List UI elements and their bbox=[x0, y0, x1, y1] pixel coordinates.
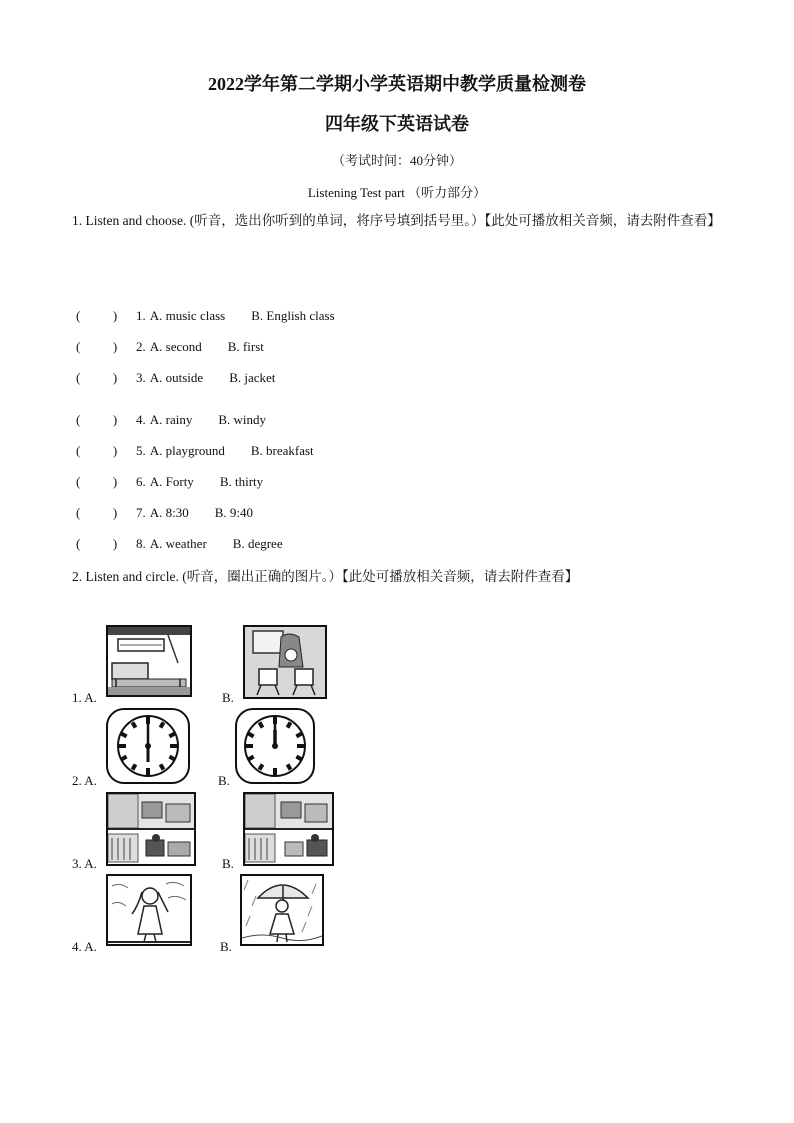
question-row bbox=[76, 337, 264, 357]
option-b: B. jacket bbox=[229, 370, 276, 385]
clock-twelve-oclock[interactable] bbox=[235, 708, 315, 784]
question-number: 7. bbox=[136, 505, 146, 520]
building-second-floor[interactable] bbox=[243, 792, 334, 866]
question-row bbox=[76, 472, 263, 492]
option-b: B. 9:40 bbox=[214, 505, 254, 520]
question-row bbox=[76, 503, 253, 523]
question-row bbox=[76, 368, 275, 388]
exam-time: （考试时间：40分钟） bbox=[331, 153, 462, 168]
option-b: B. first bbox=[227, 339, 264, 354]
question-row bbox=[76, 410, 266, 430]
option-a: A. rainy bbox=[149, 412, 193, 427]
item-label-b: B. bbox=[218, 773, 230, 788]
item-label-b: B. bbox=[222, 856, 234, 871]
item-label-b: B. bbox=[222, 690, 234, 705]
item-label-a: 4. A. bbox=[72, 939, 97, 954]
answer-blank[interactable]: ( ) bbox=[76, 308, 118, 323]
exam-title: 2022学年第二学期小学英语期中教学质量检测卷 bbox=[208, 74, 586, 94]
building-first-floor[interactable] bbox=[106, 792, 196, 866]
option-b: B. degree bbox=[232, 536, 283, 551]
clock-six-oclock[interactable] bbox=[106, 708, 190, 784]
question-number: 4. bbox=[136, 412, 146, 427]
option-a: A. second bbox=[149, 339, 202, 354]
art-room-picture[interactable] bbox=[243, 625, 327, 699]
answer-blank[interactable]: ( ) bbox=[76, 474, 118, 489]
question-row bbox=[76, 306, 335, 326]
answer-blank[interactable]: ( ) bbox=[76, 536, 118, 551]
item-label-a: 1. A. bbox=[72, 690, 97, 705]
option-b: B. breakfast bbox=[250, 443, 314, 458]
section2-instruction: 2. Listen and circle. (听音，圈出正确的图片。）【此处可播放相关音频，请去附件查看】 bbox=[72, 569, 579, 584]
answer-blank[interactable]: ( ) bbox=[76, 370, 118, 385]
option-b: B. English class bbox=[251, 308, 335, 323]
item-label-a: 2. A. bbox=[72, 773, 97, 788]
question-number: 8. bbox=[136, 536, 146, 551]
music-room-picture[interactable] bbox=[106, 625, 192, 697]
item-label-a: 3. A. bbox=[72, 856, 97, 871]
option-a: A. Forty bbox=[149, 474, 194, 489]
question-number: 3. bbox=[136, 370, 146, 385]
question-row bbox=[76, 534, 283, 554]
question-row bbox=[76, 441, 314, 461]
answer-blank[interactable]: ( ) bbox=[76, 505, 118, 520]
answer-blank[interactable]: ( ) bbox=[76, 443, 118, 458]
part-label: Listening Test part （听力部分） bbox=[307, 185, 487, 200]
windy-girl-picture[interactable] bbox=[106, 874, 192, 946]
section1-instruction: 1. Listen and choose. (听音，选出你听到的单词，将序号填到括号里。）【此处可播放相关音频，请去附件查看】 bbox=[72, 213, 721, 228]
option-a: A. playground bbox=[149, 443, 225, 458]
rainy-girl-umbrella-picture[interactable] bbox=[240, 874, 324, 946]
option-a: A. weather bbox=[149, 536, 207, 551]
question-number: 1. bbox=[136, 308, 146, 323]
option-b: B. windy bbox=[218, 412, 267, 427]
question-number: 5. bbox=[136, 443, 146, 458]
question-number: 2. bbox=[136, 339, 146, 354]
option-a: A. outside bbox=[149, 370, 204, 385]
answer-blank[interactable]: ( ) bbox=[76, 339, 118, 354]
question-number: 6. bbox=[136, 474, 146, 489]
answer-blank[interactable]: ( ) bbox=[76, 412, 118, 427]
option-a: A. 8:30 bbox=[149, 505, 189, 520]
option-b: B. thirty bbox=[219, 474, 264, 489]
item-label-b: B. bbox=[220, 939, 232, 954]
option-a: A. music class bbox=[149, 308, 226, 323]
exam-subtitle: 四年级下英语试卷 bbox=[325, 114, 469, 134]
